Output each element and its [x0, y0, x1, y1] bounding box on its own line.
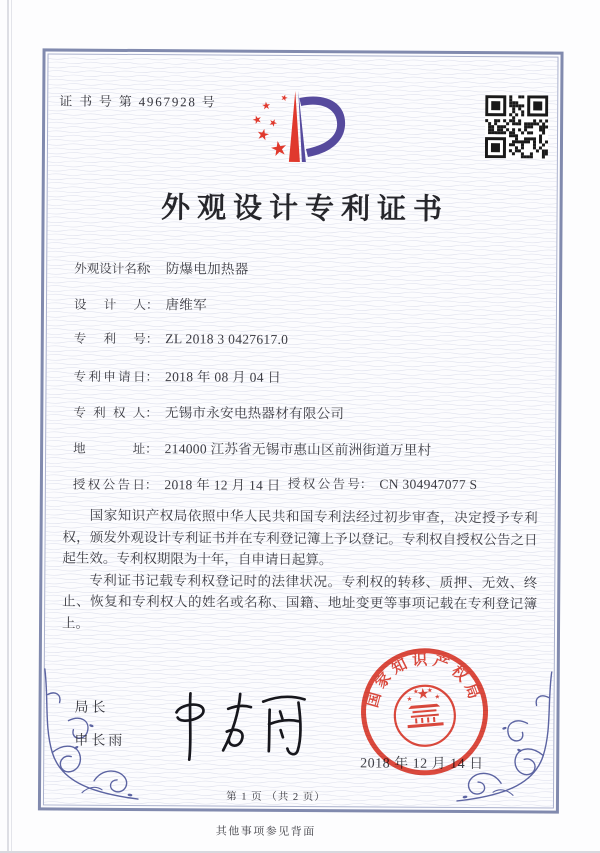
field-value: 2018 年 12 月 14 日	[164, 477, 281, 493]
legal-paragraph-2: 专利证书记载专利权登记时的法律状况。专利权的转移、质押、无效、终止、恢复和专利权人的姓名或名称、国籍、地址变更等事项记载在专利登记簿上。	[62, 572, 538, 631]
label-colon: ：	[145, 332, 159, 347]
seal-agency-text: 国家知识产权局	[365, 652, 484, 710]
field-label: 授权公告日	[72, 477, 145, 493]
field-row-filing-date	[74, 365, 282, 387]
field-label: 地址	[73, 441, 146, 457]
field-label: 专利权人	[73, 405, 146, 421]
field-label: 授权公告号	[287, 476, 360, 492]
label-colon: ：	[145, 298, 159, 313]
field-row-designer	[74, 293, 207, 315]
field-value: 214000 江苏省无锡市惠山区前洲街道万里村	[164, 441, 432, 458]
back-note: 其他事项参见背面	[215, 825, 316, 839]
label-colon: ：	[145, 370, 159, 385]
signer-name: 申长雨	[74, 733, 126, 749]
field-value: ZL 2018 3 0427617.0	[165, 331, 289, 347]
svg-text:国家知识产权局	[359, 646, 484, 714]
field-value: 无锡市永安电热器材有限公司	[164, 405, 345, 422]
qr-code	[485, 95, 548, 158]
seal-date: 2018 年 12 月 14 日	[360, 756, 484, 773]
signer-title: 局长	[74, 700, 109, 716]
field-label: 专利号	[73, 331, 146, 347]
field-label: 外观设计名称	[74, 261, 150, 277]
field-row-patent-number	[74, 329, 289, 349]
certificate-number: 证 书 号 第 4967928 号	[59, 93, 217, 110]
field-value: 防爆电加热器	[165, 261, 249, 277]
field-row-design-name	[74, 257, 248, 279]
label-colon: ：	[359, 477, 373, 492]
page-indicator: 第 1 页 （共 2 页）	[226, 791, 326, 804]
field-row-address	[73, 437, 431, 460]
field-value: 唐维军	[165, 297, 207, 313]
field-label: 专利申请日	[73, 369, 146, 385]
label-colon: ：	[144, 478, 158, 493]
legal-paragraph-1: 国家知识产权局依照中华人民共和国专利法经过初步审查，决定授予专利权，颁发外观设计专利证书并在专利登记簿上予以登记。专利权自授权公告之日起生效。专利权期限为十年，自申请日起算。	[62, 507, 538, 568]
label-colon: ：	[146, 262, 159, 277]
field-row-grant	[72, 473, 478, 495]
grant-number-pair	[288, 474, 478, 494]
field-label: 设计人	[73, 297, 147, 313]
label-colon: ：	[145, 442, 158, 457]
label-colon: ：	[145, 406, 158, 421]
field-value: CN 304947077 S	[379, 476, 478, 493]
certificate-title: 外观设计专利证书	[160, 192, 450, 226]
field-row-patentee	[73, 401, 344, 424]
official-seal-icon	[354, 641, 495, 782]
legal-text	[62, 505, 538, 637]
signature-handwriting-icon	[163, 684, 310, 766]
cnipa-logo-icon	[248, 88, 352, 169]
field-value: 2018 年 08 月 04 日	[165, 369, 282, 385]
